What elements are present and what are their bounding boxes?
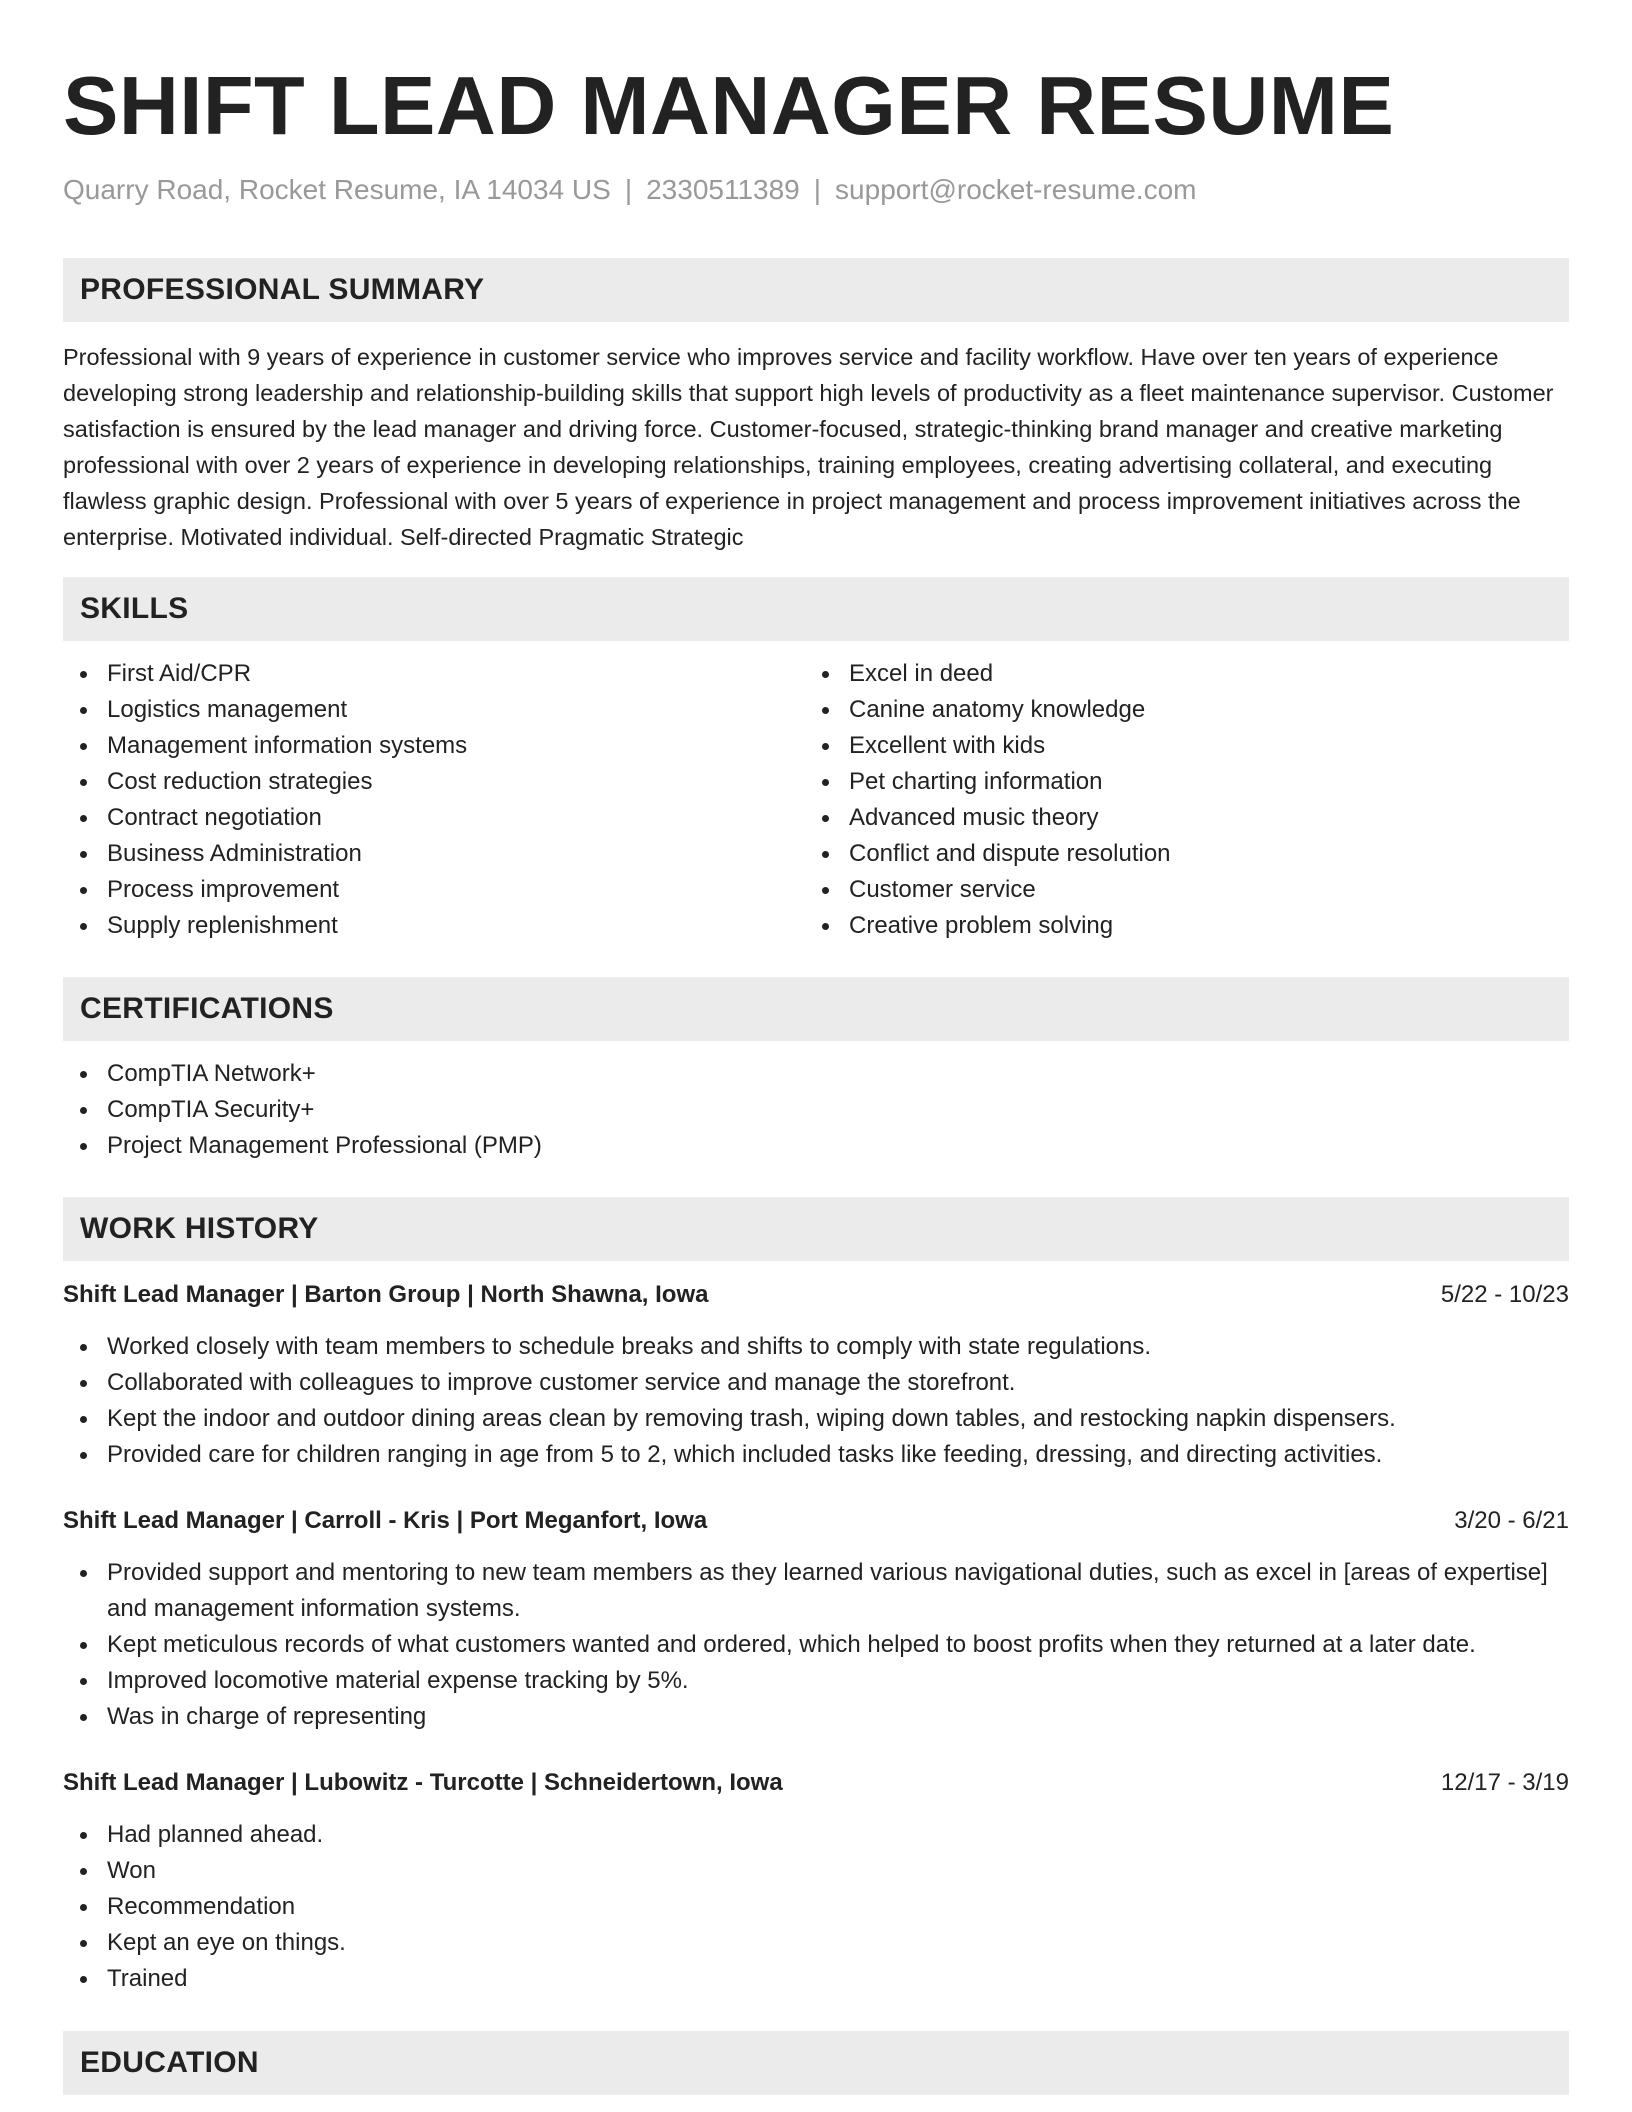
skill-item: Creative problem solving [805, 908, 1547, 944]
skill-item: Logistics management [63, 692, 805, 728]
job-duty: Collaborated with colleagues to improve customer service and manage the storefront. [63, 1365, 1569, 1401]
contact-address: Quarry Road, Rocket Resume, IA 14034 US [63, 174, 611, 205]
skill-item: Excel in deed [805, 656, 1547, 692]
job-duties-list [63, 1555, 1569, 1735]
skill-item: Excellent with kids [805, 728, 1547, 764]
job-duty: Worked closely with team members to schedule breaks and shifts to comply with state regulations. [63, 1329, 1569, 1365]
summary-text: Professional with 9 years of experience in customer service who improves service and facility workflow. Have over ten years of experience developing strong leadership and relationship-building skills that support high levels of productivity as a fleet maintenance supervisor. Customer satisfaction is ensured by the lead manager and driving force. Customer-focused, strategic-thinking brand manager and creative marketing professional with over 2 years of experience in developing relationships, training employees, creating advertising collateral, and executing flawless graphic design. Professional with over 5 years of experience in project management and process improvement initiatives across the enterprise. Motivated individual. Self-directed Pragmatic Strategic [63, 344, 1554, 550]
contact-separator: | [813, 174, 822, 205]
job-entry [63, 1277, 1569, 1473]
certification-item: CompTIA Network+ [63, 1056, 1569, 1092]
job-dates: 3/20 - 6/21 [1454, 1507, 1569, 1534]
skill-item: Process improvement [63, 872, 805, 908]
skill-item: Conflict and dispute resolution [805, 836, 1547, 872]
job-duty: Won [63, 1853, 1569, 1889]
skill-item: Canine anatomy knowledge [805, 692, 1547, 728]
job-duty: Trained [63, 1961, 1569, 1997]
contact-separator: | [624, 174, 633, 205]
skills-list-left [63, 656, 805, 944]
skills-list-right [805, 656, 1547, 944]
skill-item: Customer service [805, 872, 1547, 908]
job-dates: 5/22 - 10/23 [1440, 1281, 1569, 1308]
resume-title: SHIFT LEAD MANAGER RESUME [63, 59, 1395, 152]
skills-grid [63, 656, 1569, 944]
job-header [63, 1277, 1569, 1313]
summary-heading: PROFESSIONAL SUMMARY [63, 258, 1569, 322]
certifications-heading: CERTIFICATIONS [63, 977, 1569, 1041]
education-heading: EDUCATION [63, 2031, 1569, 2095]
job-duty: Recommendation [63, 1889, 1569, 1925]
job-entry [63, 1503, 1569, 1735]
job-header [63, 1765, 1569, 1801]
skill-item: Management information systems [63, 728, 805, 764]
job-duty: Was in charge of representing [63, 1699, 1569, 1735]
certification-item: Project Management Professional (PMP) [63, 1128, 1569, 1164]
job-duties-list [63, 1329, 1569, 1473]
job-title: Shift Lead Manager | Carroll - Kris | Port Meganfort, Iowa [63, 1507, 708, 1534]
contact-line [63, 172, 1569, 208]
work-history-heading: WORK HISTORY [63, 1197, 1569, 1261]
skills-heading: SKILLS [63, 577, 1569, 641]
skill-item: Pet charting information [805, 764, 1547, 800]
job-entry [63, 1765, 1569, 1997]
job-duty: Improved locomotive material expense tracking by 5%. [63, 1663, 1569, 1699]
job-dates: 12/17 - 3/19 [1440, 1769, 1569, 1796]
job-duties-list [63, 1817, 1569, 1997]
job-duty: Kept the indoor and outdoor dining areas clean by removing trash, wiping down tables, and restocking napkin dispensers. [63, 1401, 1569, 1437]
job-duty: Had planned ahead. [63, 1817, 1569, 1853]
skill-item: Contract negotiation [63, 800, 805, 836]
job-duty: Kept meticulous records of what customers wanted and ordered, which helped to boost profits when they returned at a later date. [63, 1627, 1569, 1663]
job-duty: Provided care for children ranging in age from 5 to 2, which included tasks like feeding, dressing, and directing activities. [63, 1437, 1569, 1473]
certification-item: CompTIA Security+ [63, 1092, 1569, 1128]
contact-email: support@rocket-resume.com [835, 174, 1197, 205]
job-header [63, 1503, 1569, 1539]
skill-item: Supply replenishment [63, 908, 805, 944]
job-title: Shift Lead Manager | Lubowitz - Turcotte | Schneidertown, Iowa [63, 1769, 783, 1796]
skill-item: Advanced music theory [805, 800, 1547, 836]
skill-item: Business Administration [63, 836, 805, 872]
certifications-list [63, 1056, 1569, 1164]
job-title: Shift Lead Manager | Barton Group | North Shawna, Iowa [63, 1281, 709, 1308]
skill-item: Cost reduction strategies [63, 764, 805, 800]
contact-phone: 2330511389 [646, 174, 800, 205]
job-duty: Provided support and mentoring to new team members as they learned various navigational duties, such as excel in [areas of expertise] and management information systems. [63, 1555, 1569, 1627]
job-duty: Kept an eye on things. [63, 1925, 1569, 1961]
skill-item: First Aid/CPR [63, 656, 805, 692]
